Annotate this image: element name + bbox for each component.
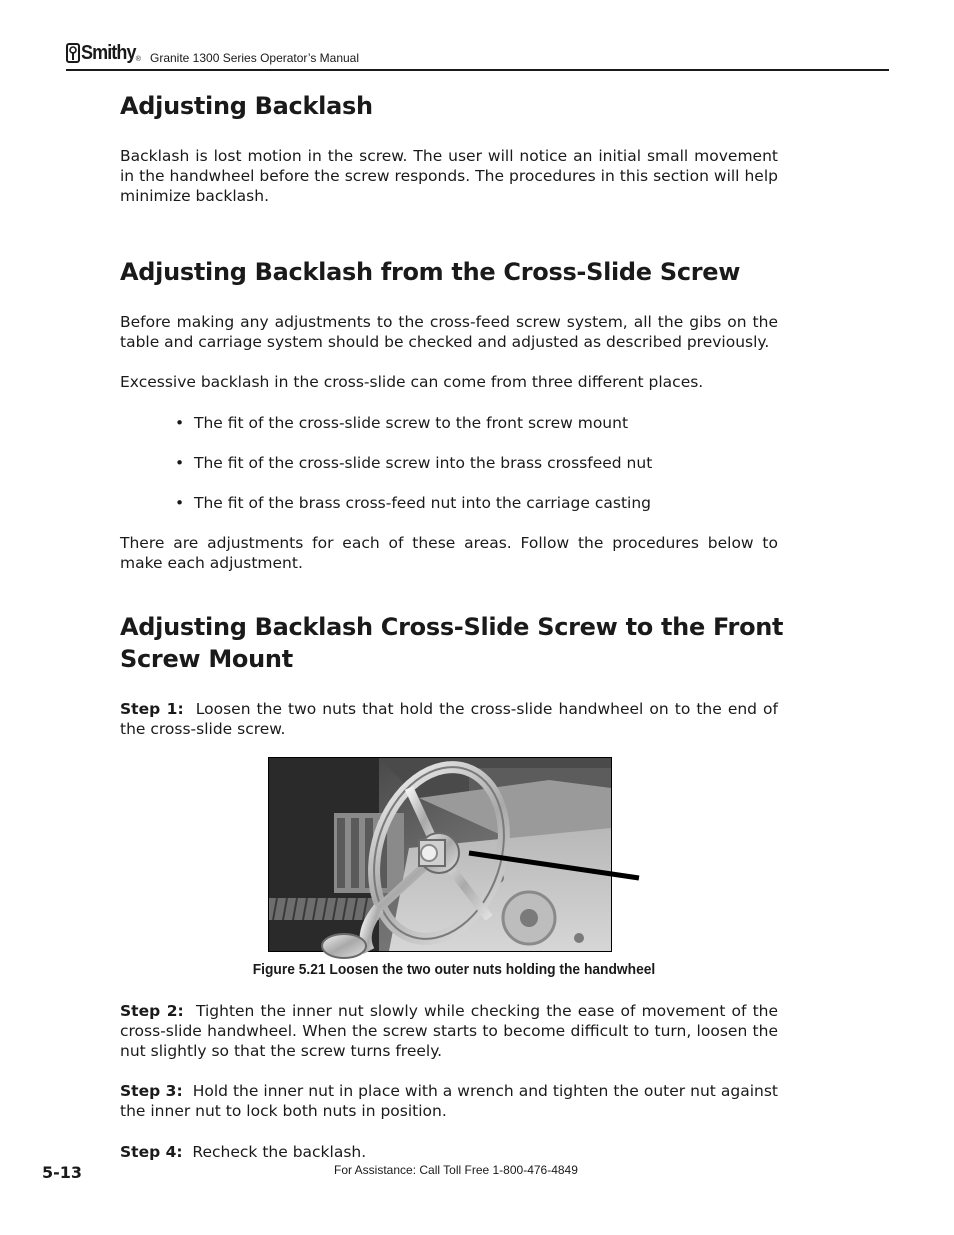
bullet-icon: • — [175, 454, 185, 472]
paragraph-backlash-intro: Backlash is lost motion in the screw. The user will notice an initial small movement in the handwheel before the screw responds. The procedures in this section will help minimize backlash. — [120, 147, 778, 205]
list-item: • The fit of the cross-slide screw into the brass crossfeed nut — [175, 454, 653, 472]
step-label: Step 3: — [120, 1082, 183, 1100]
step-label: Step 1: — [120, 700, 184, 718]
smithy-logo — [66, 40, 141, 66]
step-2 — [120, 1001, 778, 1061]
figure-caption: Figure 5.21 Loosen the two outer nuts holding the handwheel — [252, 961, 656, 978]
step-4 — [120, 1142, 778, 1162]
step-1 — [120, 699, 778, 739]
smithy-logo-icon — [66, 43, 80, 63]
page-header — [66, 40, 889, 71]
handwheel-illustration — [269, 758, 611, 951]
heading-cross-slide-screw: Adjusting Backlash from the Cross-Slide Screw — [120, 258, 741, 286]
step-label: Step 4: — [120, 1143, 183, 1161]
handwheel-photo — [268, 757, 612, 952]
bullet-icon: • — [175, 414, 185, 432]
list-item: • The fit of the brass cross-feed nut into the carriage casting — [175, 494, 651, 512]
paragraph-three-places: Excessive backlash in the cross-slide can come from three different places. — [120, 373, 704, 391]
registered-mark: ® — [135, 55, 141, 63]
step-text: Hold the inner nut in place with a wrench and tighten the outer nut against the inner nut to lock both nuts in position. — [120, 1082, 779, 1120]
step-text: Recheck the backlash. — [192, 1143, 367, 1161]
paragraph-gibs-check: Before making any adjustments to the cross-feed screw system, all the gibs on the table and carriage system should be checked and adjusted as described previously. — [120, 313, 778, 351]
heading-front-screw-mount: Adjusting Backlash Cross-Slide Screw to the Front Screw Mount — [120, 613, 784, 673]
page-number: 5-13 — [42, 1163, 83, 1182]
heading-adjusting-backlash: Adjusting Backlash — [120, 92, 373, 120]
manual-title: Granite 1300 Series Operator’s Manual — [150, 51, 360, 65]
list-item: • The fit of the cross-slide screw to the front screw mount — [175, 414, 629, 432]
step-3 — [120, 1081, 778, 1121]
assistance-phone: For Assistance: Call Toll Free 1-800-476-4849 — [334, 1163, 578, 1177]
bullet-icon: • — [175, 494, 185, 512]
step-text: Loosen the two nuts that hold the cross-slide handwheel on to the end of the cross-slide screw. — [120, 700, 778, 738]
step-text: Tighten the inner nut slowly while checking the ease of movement of the cross-slide handwheel. When the screw starts to become difficult to turn, loosen the nut slightly so that the screw turns freely. — [120, 1002, 779, 1060]
paragraph-adjustments: There are adjustments for each of these areas. Follow the procedures below to make each adjustment. — [120, 534, 778, 572]
step-label: Step 2: — [120, 1002, 184, 1020]
logo-text: Smithy — [81, 41, 136, 64]
